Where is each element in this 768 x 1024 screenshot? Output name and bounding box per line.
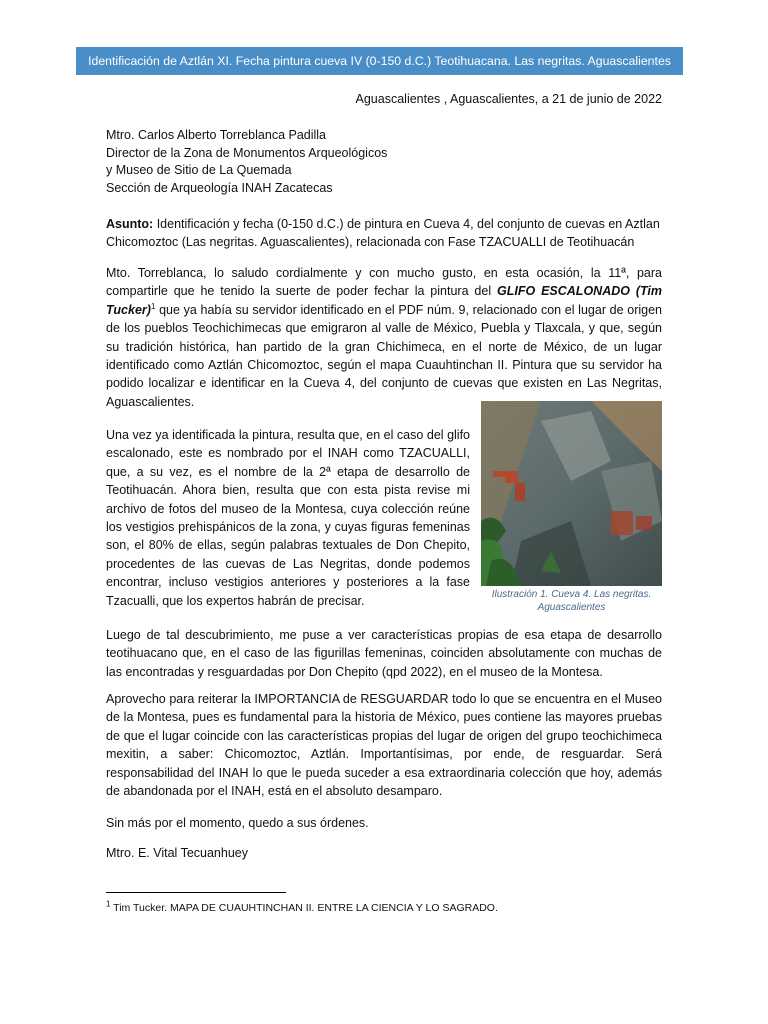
body-paragraph-2: Una vez ya identificada la pintura, resulta que, en el caso del glifo escalonado, este es nombrado por el INAH como TZACUALLI, que, a su vez, es el nombre de la 2ª etapa de desarrollo de Teotihuacán. Ahora bien, resulta que con esta pista revise mi archivo de fotos del museo de la Montesa, cuya colección reúne los vestigios prehispánicos de la zona, y cuyas figuras femeninas son, el 80% de ellas, según palabras textuales de Don Chepito, procedentes de las cuevas de Las Negritas, donde podemos encontrar, incluso vestigios anteriores y posteriores a la fase Tzacualli, que los expertos habrán de precisar. <box>106 428 470 608</box>
recipient-title: Director de la Zona de Monumentos Arqueológicos <box>106 145 388 160</box>
body-paragraph-3: Luego de tal descubrimiento, me puse a ver características propias de esa etapa de desarrollo teotihuacano que, en el caso de las figurillas femeninas, coinciden absolutamente con muchas de las encontradas y resguardadas por Don Chepito (qpd 2022), en el museo de la Montesa. <box>106 628 662 679</box>
p1-text-after: que ya había su servidor identificado en el PDF núm. 9, relacionado con el lugar de origen de los pueblos Teochichimecas que emigraron al valle de México, Puebla y Tlaxcala, y que, según su tradición histórica, han partido de la gran Chichimeca, en el norte de México, de un lugar identificado como Aztlán Chicomoztoc, según el mapa Cuauhtinchan II. Pintura que su servidor ha podido localizar e identificar en la Cueva 4, del conjunto de cuevas que existen en Las Negritas, Aguascalientes. <box>106 302 662 409</box>
footnote <box>106 899 498 914</box>
body-paragraph-1 <box>106 264 662 411</box>
closing-line: Sin más por el momento, quedo a sus órdenes. <box>106 816 369 830</box>
cave-photo <box>481 401 662 586</box>
recipient-block <box>106 127 387 197</box>
footnote-separator <box>106 892 286 893</box>
date-line: Aguascalientes , Aguascalientes, a 21 de junio de 2022 <box>355 92 662 106</box>
p1-text-before: Mto. Torreblanca, lo saludo cordialmente y con mucho gusto, en esta ocasión, la 11ª, para compartirle que he tenido la suerte de poder fechar la pintura del <box>106 266 662 299</box>
subject-label: Asunto: <box>106 217 154 231</box>
recipient-name: Mtro. Carlos Alberto Torreblanca Padilla <box>106 128 327 142</box>
recipient-department: Sección de Arqueología INAH Zacatecas <box>106 180 333 195</box>
document-title-bar <box>76 47 683 75</box>
recipient-title-continued: y Museo de Sitio de La Quemada <box>106 163 292 177</box>
subject-text: Identificación y fecha (0-150 d.C.) de pintura en Cueva 4, del conjunto de cuevas en Aztlan Chicomoztoc (Las negritas. Aguascalientes), relacionada con Fase TZACUALLI de Teotihuacán <box>106 217 660 249</box>
document-title: Identificación de Aztlán XI. Fecha pintura cueva IV (0-150 d.C.) Teotihuacana. Las negritas. Aguascalientes <box>88 54 671 68</box>
footnote-reference[interactable]: 1 <box>150 301 156 311</box>
figure-caption: Ilustración 1. Cueva 4. Las negritas. Aguascalientes <box>491 589 652 613</box>
footnote-text: Tim Tucker. MAPA DE CUAUHTINCHAN II. ENTRE LA CIENCIA Y LO SAGRADO. <box>110 902 498 914</box>
footnote-marker: 1 <box>106 899 111 909</box>
body-paragraph-4: Aprovecho para reiterar la IMPORTANCIA de RESGUARDAR todo lo que se encuentra en el Museo de la Montesa, pues es fundamental para la historia de México, pues contiene las mayores pruebas de que el lugar coincide con las características propias del lugar de origen del grupo teochichimeca mexitin, a saber: Chicomoztoc, Aztlán. Importantísimas, por ende, de resguardar. Será responsabilidad del INAH lo que le pueda suceder a esa extraordinaria colección que hoy, además de abandonada por el INAH, está en el absoluto desamparo. <box>106 692 662 799</box>
subject-line <box>106 215 662 251</box>
glyph-emphasis: GLIFO ESCALONADO (Tim Tucker) <box>106 284 663 317</box>
signature-name: Mtro. E. Vital Tecuanhuey <box>106 846 248 860</box>
